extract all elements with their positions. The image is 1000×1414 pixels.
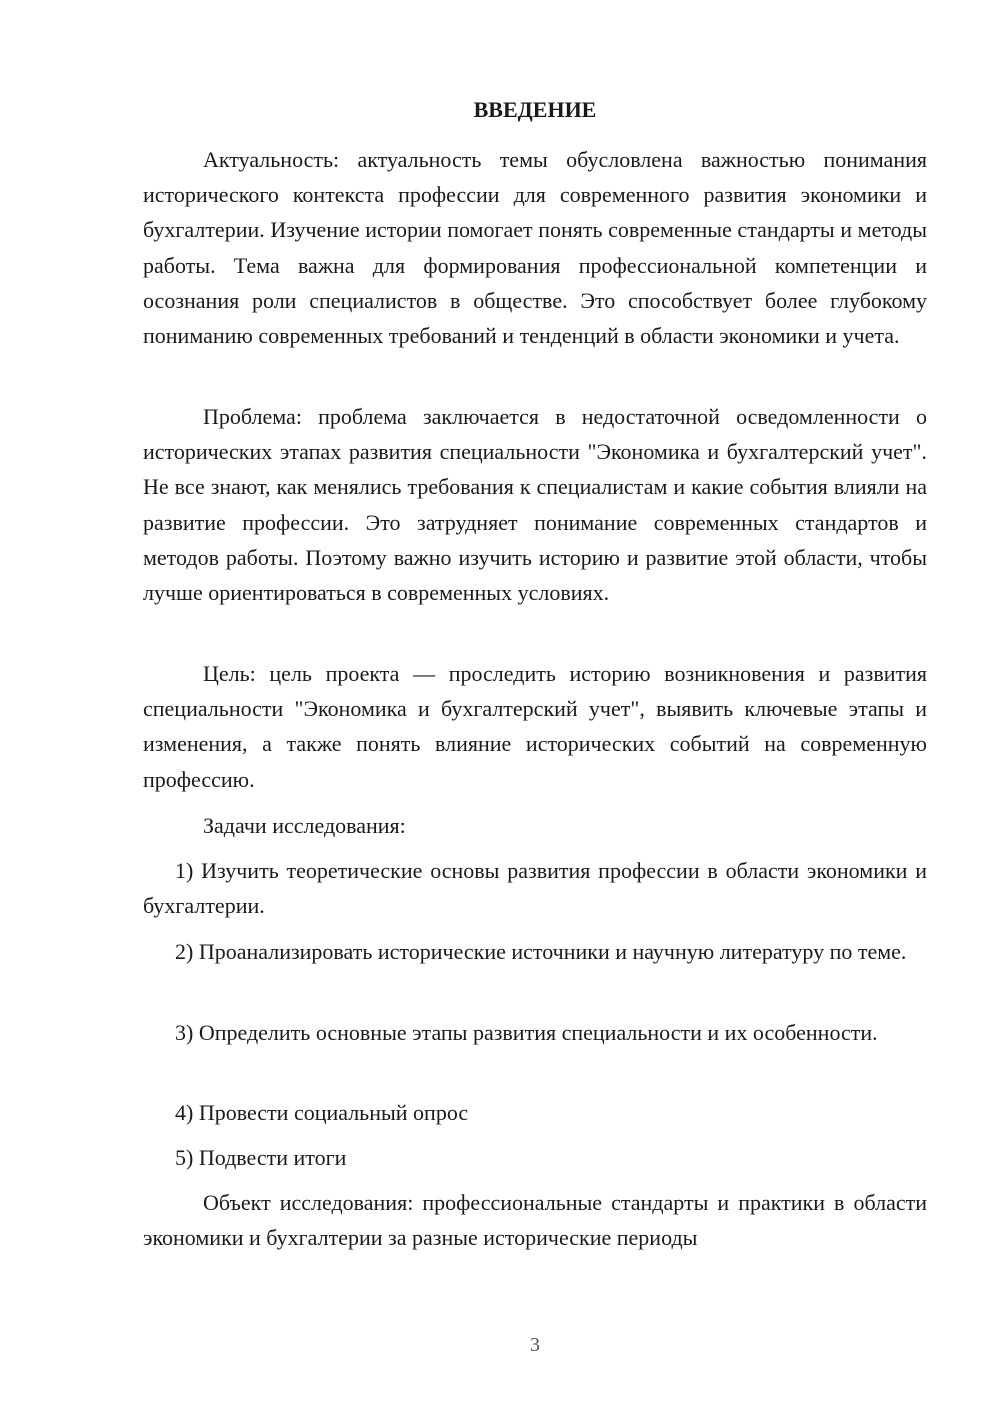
relevance-paragraph: Актуальность: актуальность темы обусловлена важностью понимания исторического контекста профессии для современного развития экономики и бухгалтерии. Изучение истории помогает понять современные стандарты и методы работы. Тема важна для формирования профессиональной компетенции и осознания роли специалистов в обществе. Это способствует более глубокому пониманию современных требований и тенденций в области экономики и учета. bbox=[143, 147, 927, 349]
task-item-3-block bbox=[143, 1015, 927, 1050]
object-block bbox=[143, 1185, 927, 1255]
task-item: 1) Изучить теоретические основы развития профессии в области экономики и бухгалтерии. bbox=[143, 858, 927, 919]
task-item-2-block bbox=[143, 934, 927, 969]
goal-block bbox=[143, 656, 927, 797]
page-number: 3 bbox=[530, 1334, 540, 1356]
goal-paragraph: Цель: цель проекта — проследить историю возникновения и развития специальности "Экономика и бухгалтерский учет", выявить ключевые этапы и изменения, а также понять влияние исторических событий на современную профессию. bbox=[143, 661, 927, 792]
task-item: 4) Провести социальный опрос bbox=[175, 1100, 469, 1125]
task-item: 3) Определить основные этапы развития специальности и их особенности. bbox=[175, 1020, 878, 1045]
tasks-heading-block bbox=[143, 808, 927, 843]
task-item: 2) Проанализировать исторические источники и научную литературу по теме. bbox=[175, 939, 907, 964]
task-item-5-block bbox=[143, 1140, 927, 1175]
problem-paragraph: Проблема: проблема заключается в недостаточной осведомленности о исторических этапах развития специальности "Экономика и бухгалтерский учет". Не все знают, как менялись требования к специалистам и какие события влияли на развитие профессии. Это затрудняет понимание современных стандартов и методов работы. Поэтому важно изучить историю и развитие этой области, чтобы лучше ориентироваться в современных условиях. bbox=[143, 404, 927, 606]
section-heading: ВВЕДЕНИЕ bbox=[473, 97, 597, 122]
relevance-block bbox=[143, 142, 927, 353]
problem-block bbox=[143, 399, 927, 610]
task-item-1-block bbox=[143, 853, 927, 923]
tasks-heading: Задачи исследования: bbox=[203, 813, 406, 838]
task-item: 5) Подвести итоги bbox=[175, 1145, 347, 1170]
object-paragraph: Объект исследования: профессиональные стандарты и практики в области экономики и бухгалтерии за разные исторические периоды bbox=[143, 1190, 927, 1251]
task-item-4-block bbox=[143, 1095, 927, 1130]
